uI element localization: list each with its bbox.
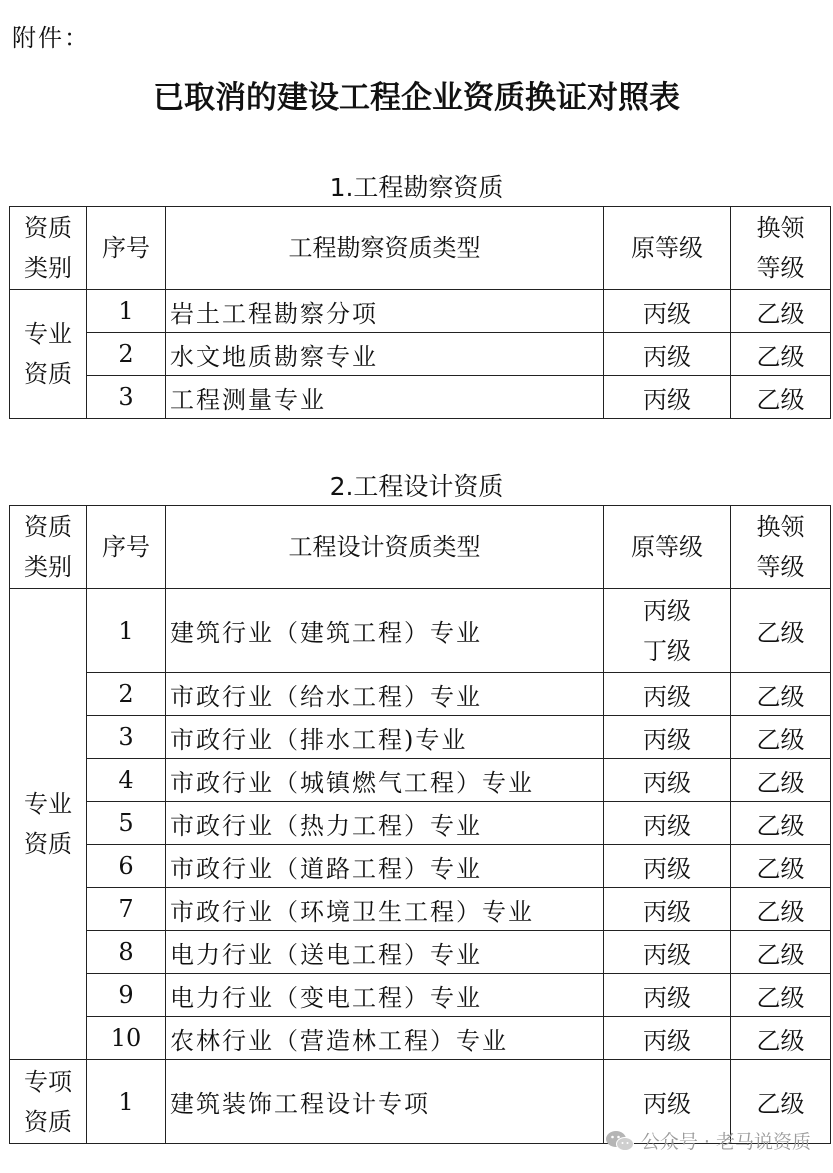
new-grade: 乙级 xyxy=(731,673,831,716)
category-cell: 专项 资质 xyxy=(10,1060,87,1144)
original-grade: 丙级 xyxy=(604,759,731,802)
original-grade: 丙级 xyxy=(604,845,731,888)
original-grade: 丙级 xyxy=(604,931,731,974)
original-grade: 丙级 xyxy=(604,376,731,419)
document-title: 已取消的建设工程企业资质换证对照表 xyxy=(153,80,680,116)
watermark xyxy=(605,1127,811,1154)
header-category: 资质 类别 xyxy=(10,207,87,290)
survey-qualification-table xyxy=(9,206,831,419)
qualification-type: 岩土工程勘察分项 xyxy=(166,290,604,333)
qualification-type: 水文地质勘察专业 xyxy=(166,333,604,376)
section-1-title: 1.工程勘察资质 xyxy=(329,173,504,202)
table-row xyxy=(10,290,831,333)
category-cell: 专业 资质 xyxy=(10,290,87,419)
wechat-icon xyxy=(605,1129,635,1153)
original-grade: 丙级 xyxy=(604,290,731,333)
qualification-type: 农林行业（营造林工程）专业 xyxy=(166,1017,604,1060)
original-grade: 丙级 丁级 xyxy=(604,589,731,673)
qualification-type: 市政行业（排水工程)专业 xyxy=(166,716,604,759)
new-grade: 乙级 xyxy=(731,716,831,759)
qualification-type: 电力行业（送电工程）专业 xyxy=(166,931,604,974)
header-new-grade: 换领 等级 xyxy=(731,207,831,290)
table-row xyxy=(10,931,831,974)
table-row xyxy=(10,974,831,1017)
header-original-grade: 原等级 xyxy=(604,506,731,589)
row-number: 6 xyxy=(87,845,166,888)
original-grade: 丙级 xyxy=(604,1060,731,1144)
header-number: 序号 xyxy=(87,506,166,589)
new-grade: 乙级 xyxy=(731,759,831,802)
attachment-label: 附件： xyxy=(12,24,90,52)
new-grade: 乙级 xyxy=(731,376,831,419)
table-row xyxy=(10,845,831,888)
qualification-type: 电力行业（变电工程）专业 xyxy=(166,974,604,1017)
qualification-type: 市政行业（环境卫生工程）专业 xyxy=(166,888,604,931)
row-number: 2 xyxy=(87,333,166,376)
table-row xyxy=(10,333,831,376)
header-new-grade: 换领 等级 xyxy=(731,506,831,589)
new-grade: 乙级 xyxy=(731,888,831,931)
qualification-type: 市政行业（城镇燃气工程）专业 xyxy=(166,759,604,802)
header-category: 资质 类别 xyxy=(10,506,87,589)
new-grade: 乙级 xyxy=(731,802,831,845)
row-number: 5 xyxy=(87,802,166,845)
row-number: 7 xyxy=(87,888,166,931)
qualification-type: 建筑行业（建筑工程）专业 xyxy=(166,589,604,673)
row-number: 10 xyxy=(87,1017,166,1060)
qualification-type: 市政行业（道路工程）专业 xyxy=(166,845,604,888)
row-number: 2 xyxy=(87,673,166,716)
table-row xyxy=(10,716,831,759)
table-row xyxy=(10,589,831,673)
original-grade: 丙级 xyxy=(604,716,731,759)
table-row xyxy=(10,1017,831,1060)
original-grade: 丙级 xyxy=(604,888,731,931)
table-row xyxy=(10,673,831,716)
category-cell: 专业 资质 xyxy=(10,589,87,1060)
design-qualification-table xyxy=(9,505,831,1144)
row-number: 1 xyxy=(87,290,166,333)
row-number: 9 xyxy=(87,974,166,1017)
row-number: 1 xyxy=(87,589,166,673)
table-row xyxy=(10,888,831,931)
table-row xyxy=(10,759,831,802)
qualification-type: 市政行业（给水工程）专业 xyxy=(166,673,604,716)
watermark-text: 公众号 · 老马说资质 xyxy=(640,1131,811,1153)
row-number: 3 xyxy=(87,376,166,419)
original-grade: 丙级 xyxy=(604,974,731,1017)
new-grade: 乙级 xyxy=(731,1060,831,1144)
original-grade: 丙级 xyxy=(604,802,731,845)
new-grade: 乙级 xyxy=(731,931,831,974)
qualification-type: 工程测量专业 xyxy=(166,376,604,419)
new-grade: 乙级 xyxy=(731,845,831,888)
new-grade: 乙级 xyxy=(731,333,831,376)
new-grade: 乙级 xyxy=(731,1017,831,1060)
new-grade: 乙级 xyxy=(731,589,831,673)
table-row xyxy=(10,376,831,419)
row-number: 3 xyxy=(87,716,166,759)
row-number: 4 xyxy=(87,759,166,802)
original-grade: 丙级 xyxy=(604,673,731,716)
original-grade: 丙级 xyxy=(604,1017,731,1060)
new-grade: 乙级 xyxy=(731,974,831,1017)
header-type: 工程勘察资质类型 xyxy=(166,207,604,290)
header-original-grade: 原等级 xyxy=(604,207,731,290)
original-grade: 丙级 xyxy=(604,333,731,376)
qualification-type: 建筑装饰工程设计专项 xyxy=(166,1060,604,1144)
table-header-row xyxy=(10,207,831,290)
header-type: 工程设计资质类型 xyxy=(166,506,604,589)
new-grade: 乙级 xyxy=(731,290,831,333)
qualification-type: 市政行业（热力工程）专业 xyxy=(166,802,604,845)
row-number: 8 xyxy=(87,931,166,974)
row-number: 1 xyxy=(87,1060,166,1144)
section-2-title: 2.工程设计资质 xyxy=(329,472,504,501)
table-row xyxy=(10,802,831,845)
header-number: 序号 xyxy=(87,207,166,290)
table-header-row xyxy=(10,506,831,589)
